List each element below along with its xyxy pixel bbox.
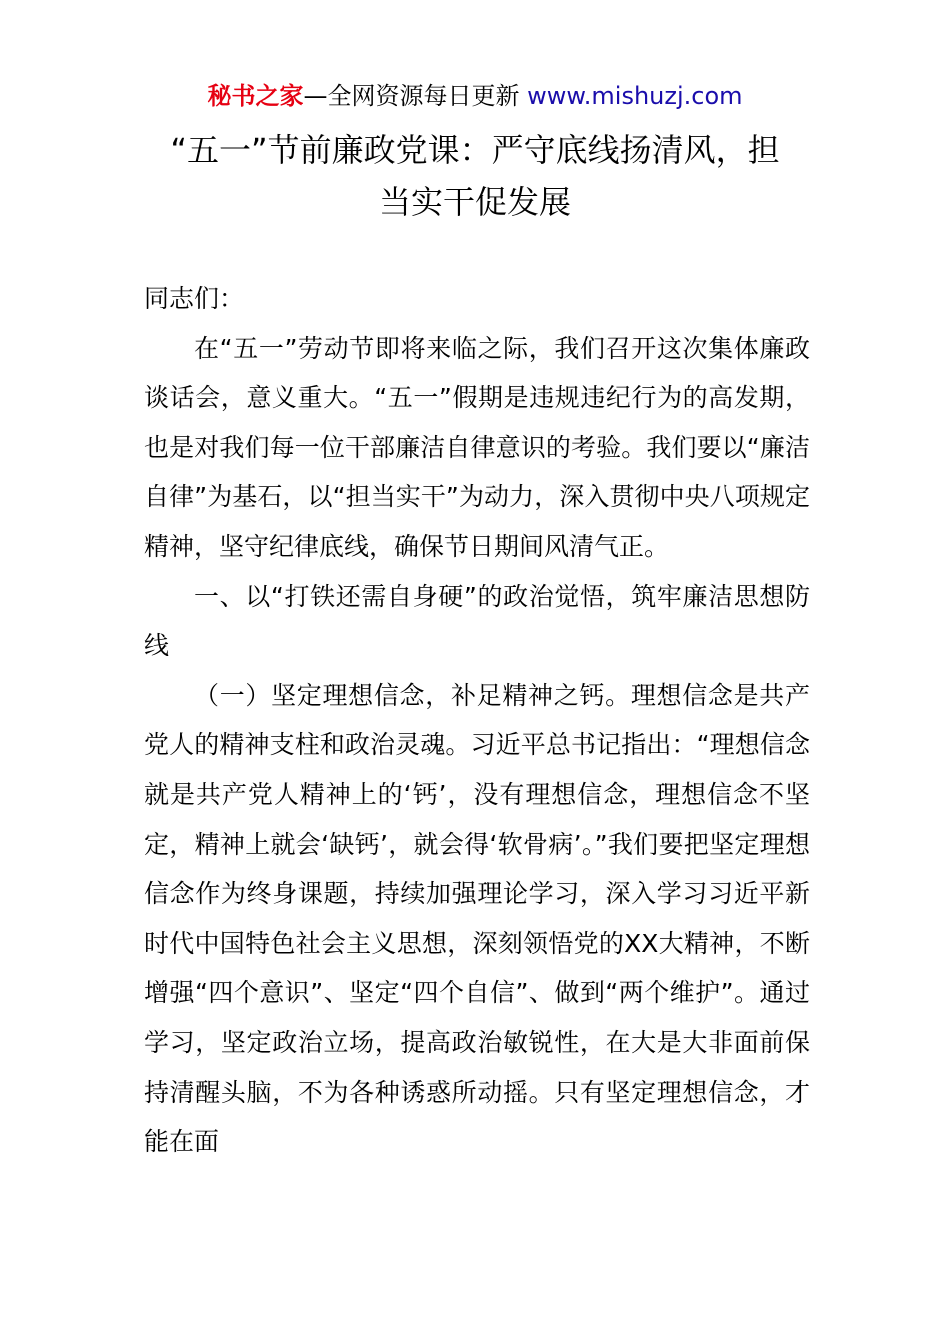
site-header bbox=[0, 80, 950, 112]
salutation: 同志们： bbox=[144, 284, 245, 313]
document-title-line-1: “五一”节前廉政党课：严守底线扬清风，担 bbox=[170, 131, 780, 169]
document-title-line-2: 当实干促发展 bbox=[378, 183, 571, 221]
document-body bbox=[144, 274, 810, 1167]
section-heading-1: 一、以“打铁还需自身硬”的政治觉悟，筑牢廉洁思想防线 bbox=[144, 581, 810, 661]
site-brand: 秘书之家 bbox=[207, 82, 304, 110]
site-url-link[interactable]: www.mishuzj.com bbox=[527, 82, 743, 110]
document-title bbox=[100, 124, 850, 228]
paragraph-intro: 在“五一”劳动节即将来临之际，我们召开这次集体廉政谈话会，意义重大。“五一”假期是违规违纪行为的高发期，也是对我们每一位干部廉洁自律意识的考验。我们要以“廉洁自律”为基石，以“担当实干”为动力，深入贯彻中央八项规定精神，坚守纪律底线，确保节日期间风清气正。 bbox=[144, 333, 810, 561]
site-tagline: —全网资源每日更新 bbox=[303, 82, 520, 110]
paragraph-subsection-1: （一）坚定理想信念，补足精神之钙。理想信念是共产党人的精神支柱和政治灵魂。习近平总书记指出：“理想信念就是共产党人精神上的‘钙’，没有理想信念，理想信念不坚定，精神上就会‘缺钙’，就会得‘软骨病’。”我们要把坚定理想信念作为终身课题，持续加强理论学习，深入学习习近平新时代中国特色社会主义思想，深刻领悟党的XX大精神，不断增强“四个意识”、坚定“四个自信”、做到“两个维护”。通过学习，坚定政治立场，提高政治敏锐性，在大是大非面前保持清醒头脑，不为各种诱惑所动摇。只有坚定理想信念，才能在面 bbox=[144, 680, 810, 1157]
